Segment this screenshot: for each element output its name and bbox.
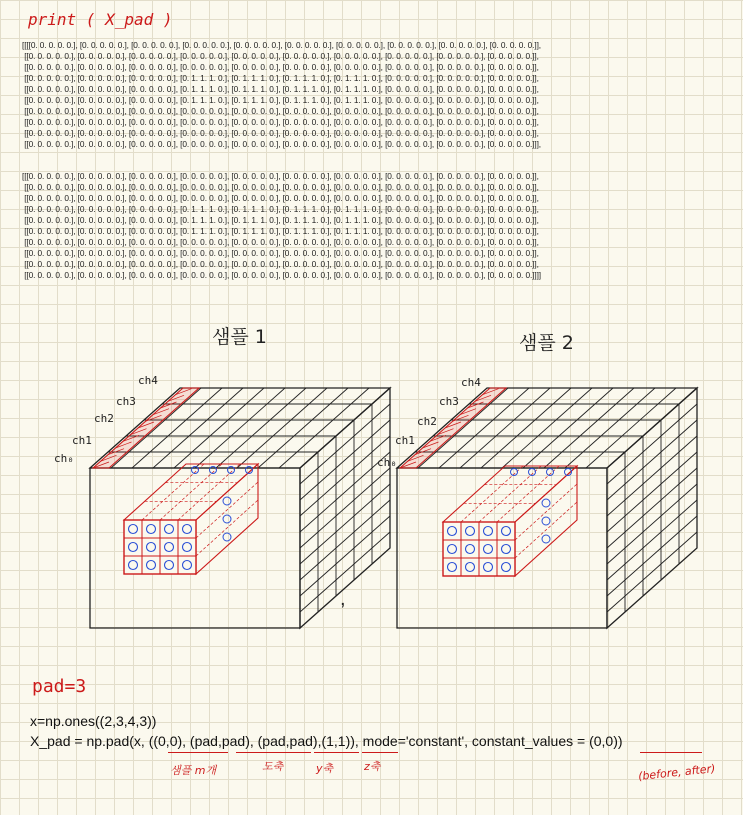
right-grid-line xyxy=(607,532,697,612)
ones-block-grid xyxy=(160,464,222,520)
right-grid-line xyxy=(607,484,697,564)
channel-label: ch1 xyxy=(395,434,415,447)
value-one-mark xyxy=(223,497,231,505)
pad-note: pad=3 xyxy=(32,676,87,697)
value-one-mark xyxy=(542,517,550,525)
samples-annotation: 샘플 m개 xyxy=(170,764,217,777)
code-line-pad: X_pad = np.pad(x, ((0,0), (pad,pad), (pad,pad),(1,1)), mode='constant', constant_values = (0,0)) xyxy=(30,733,623,749)
array-output-sample-1: [[[0. 0. 0. 0. 0.], [0. 0. 0. 0. 0.], [0. 0. 0. 0. 0.], [0. 0. 0. 0. 0.], [0. 0. 0. 0. 0.], [0. 0. 0. 0. 0.], [0. 0. 0. 0. 0.], [0. 0. 0. 0. 0.], [0. 0. 0. 0. 0.], [0. 0. 0. 0. 0.]], [[0. 0. 0. 0. 0.], [0. 0. 0. 0. 0.], [0. 0. 0. 0. 0.], [0. 0. 0. 0. 0.], [0. 0. 0. 0. 0.], [0. 0. 0. 0. 0.], [0. 0. 0. 0. 0.], [0. 0. 0. 0. 0.], [0. 0. 0. 0. 0.], [0. 0. 0. 0. 0.]], [[0. 0. 0. 0. 0.], [0. 0. 0. 0. 0.], [0. 0. 0. 0. 0.], [0. 0. 0. 0. 0.], [0. 0. 0. 0. 0.], [0. 0. 0. 0. 0.], [0. 0. 0. 0. 0.], [0. 0. 0. 0. 0.], [0. 0. 0. 0. 0.], [0. 0. 0. 0. 0.]], [[0. 0. 0. 0. 0.], [0. 0. 0. 0. 0.], [0. 0. 0. 0. 0.], [0. 1. 1. 1. 0.], [0. 1. 1. 1. 0.], [0. 1. 1. 1. 0.], [0. 1. 1. 1. 0.], [0. 0. 0. 0. 0.], [0. 0. 0. 0. 0.], [0. 0. 0. 0. 0.]], [[0. 0. 0. 0. 0.], [0. 0. 0. 0. 0.], [0. 0. 0. 0. 0.], [0. 1. 1. 1. 0.], [0. 1. 1. 1. 0.], [0. 1. 1. 1. 0.], [0. 1. 1. 1. 0.], [0. 0. 0. 0. 0.], [0. 0. 0. 0. 0.], [0. 0. 0. 0. 0.]], [[0. 0. 0. 0. 0.], [0. 0. 0. 0. 0.], [0. 0. 0. 0. 0.], [0. 1. 1. 1. 0.], [0. 1. 1. 1. 0.], [0. 1. 1. 1. 0.], [0. 1. 1. 1. 0.], [0. 0. 0. 0. 0.], [0. 0. 0. 0. 0.], [0. 0. 0. 0. 0.]], [[0. 0. 0. 0. 0.], [0. 0. 0. 0. 0.], [0. 0. 0. 0. 0.], [0. 0. 0. 0. 0.], [0. 0. 0. 0. 0.], [0. 0. 0. 0. 0.], [0. 0. 0. 0. 0.], [0. 0. 0. 0. 0.], [0. 0. 0. 0. 0.], [0. 0. 0. 0. 0.]], [[0. 0. 0. 0. 0.], [0. 0. 0. 0. 0.], [0. 0. 0. 0. 0.], [0. 0. 0. 0. 0.], [0. 0. 0. 0. 0.], [0. 0. 0. 0. 0.], [0. 0. 0. 0. 0.], [0. 0. 0. 0. 0.], [0. 0. 0. 0. 0.], [0. 0. 0. 0. 0.]], [[0. 0. 0. 0. 0.], [0. 0. 0. 0. 0.], [0. 0. 0. 0. 0.], [0. 0. 0. 0. 0.], [0. 0. 0. 0. 0.], [0. 0. 0. 0. 0.], [0. 0. 0. 0. 0.], [0. 0. 0. 0. 0.], [0. 0. 0. 0. 0.], [0. 0. 0. 0. 0.]], [[0. 0. 0. 0. 0.], [0. 0. 0. 0. 0.], [0. 0. 0. 0. 0.], [0. 0. 0. 0. 0.], [0. 0. 0. 0. 0.], [0. 0. 0. 0. 0.], [0. 0. 0. 0. 0.], [0. 0. 0. 0. 0.], [0. 0. 0. 0. 0.], [0. 0. 0. 0. 0.]]]] xyxy=(22,171,542,281)
depth-annotation: z축 xyxy=(364,760,381,773)
channel-label: ch2 xyxy=(94,412,114,425)
right-grid-line xyxy=(607,404,697,484)
right-grid-line xyxy=(607,420,697,500)
array-output-sample-0: [[[[0. 0. 0. 0. 0.], [0. 0. 0. 0. 0.], [0. 0. 0. 0. 0.], [0. 0. 0. 0. 0.], [0. 0. 0. 0. 0.], [0. 0. 0. 0. 0.], [0. 0. 0. 0. 0.], [0. 0. 0. 0. 0.], [0. 0. 0. 0. 0.], [0. 0. 0. 0. 0.]], [[0. 0. 0. 0. 0.], [0. 0. 0. 0. 0.], [0. 0. 0. 0. 0.], [0. 0. 0. 0. 0.], [0. 0. 0. 0. 0.], [0. 0. 0. 0. 0.], [0. 0. 0. 0. 0.], [0. 0. 0. 0. 0.], [0. 0. 0. 0. 0.], [0. 0. 0. 0. 0.]], [[0. 0. 0. 0. 0.], [0. 0. 0. 0. 0.], [0. 0. 0. 0. 0.], [0. 0. 0. 0. 0.], [0. 0. 0. 0. 0.], [0. 0. 0. 0. 0.], [0. 0. 0. 0. 0.], [0. 0. 0. 0. 0.], [0. 0. 0. 0. 0.], [0. 0. 0. 0. 0.]], [[0. 0. 0. 0. 0.], [0. 0. 0. 0. 0.], [0. 0. 0. 0. 0.], [0. 1. 1. 1. 0.], [0. 1. 1. 1. 0.], [0. 1. 1. 1. 0.], [0. 1. 1. 1. 0.], [0. 0. 0. 0. 0.], [0. 0. 0. 0. 0.], [0. 0. 0. 0. 0.]], [[0. 0. 0. 0. 0.], [0. 0. 0. 0. 0.], [0. 0. 0. 0. 0.], [0. 1. 1. 1. 0.], [0. 1. 1. 1. 0.], [0. 1. 1. 1. 0.], [0. 1. 1. 1. 0.], [0. 0. 0. 0. 0.], [0. 0. 0. 0. 0.], [0. 0. 0. 0. 0.]], [[0. 0. 0. 0. 0.], [0. 0. 0. 0. 0.], [0. 0. 0. 0. 0.], [0. 1. 1. 1. 0.], [0. 1. 1. 1. 0.], [0. 1. 1. 1. 0.], [0. 1. 1. 1. 0.], [0. 0. 0. 0. 0.], [0. 0. 0. 0. 0.], [0. 0. 0. 0. 0.]], [[0. 0. 0. 0. 0.], [0. 0. 0. 0. 0.], [0. 0. 0. 0. 0.], [0. 0. 0. 0. 0.], [0. 0. 0. 0. 0.], [0. 0. 0. 0. 0.], [0. 0. 0. 0. 0.], [0. 0. 0. 0. 0.], [0. 0. 0. 0. 0.], [0. 0. 0. 0. 0.]], [[0. 0. 0. 0. 0.], [0. 0. 0. 0. 0.], [0. 0. 0. 0. 0.], [0. 0. 0. 0. 0.], [0. 0. 0. 0. 0.], [0. 0. 0. 0. 0.], [0. 0. 0. 0. 0.], [0. 0. 0. 0. 0.], [0. 0. 0. 0. 0.], [0. 0. 0. 0. 0.]], [[0. 0. 0. 0. 0.], [0. 0. 0. 0. 0.], [0. 0. 0. 0. 0.], [0. 0. 0. 0. 0.], [0. 0. 0. 0. 0.], [0. 0. 0. 0. 0.], [0. 0. 0. 0. 0.], [0. 0. 0. 0. 0.], [0. 0. 0. 0. 0.], [0. 0. 0. 0. 0.]], [[0. 0. 0. 0. 0.], [0. 0. 0. 0. 0.], [0. 0. 0. 0. 0.], [0. 0. 0. 0. 0.], [0. 0. 0. 0. 0.], [0. 0. 0. 0. 0.], [0. 0. 0. 0. 0.], [0. 0. 0. 0. 0.], [0. 0. 0. 0. 0.], [0. 0. 0. 0. 0.]]], xyxy=(22,40,542,150)
ones-block-grid xyxy=(461,466,523,522)
channel-label: ch3 xyxy=(439,395,459,408)
sample-1-title: 샘플 1 xyxy=(212,326,267,348)
print-call-title: print ( X_pad ) xyxy=(28,10,173,29)
channel-label: ch4 xyxy=(461,376,481,389)
channel-label: ch3 xyxy=(116,395,136,408)
ones-block-right xyxy=(196,464,258,574)
right-grid-line xyxy=(607,500,697,580)
ones-block-grid xyxy=(196,482,258,538)
ones-block-grid xyxy=(497,466,559,522)
sample-2-title: 샘플 2 xyxy=(519,332,574,354)
cols-underline xyxy=(314,752,359,753)
right-grid-line xyxy=(607,436,697,516)
ones-block-grid xyxy=(196,500,258,556)
rows-underline xyxy=(236,752,311,753)
channel-label: ch₀ xyxy=(54,452,74,465)
sample-1-padded-cube-diagram xyxy=(50,368,340,633)
channel-label: ch4 xyxy=(138,374,158,387)
code-line-ones: x=np.ones((2,3,4,3)) xyxy=(30,713,157,729)
rows-annotation: 도축 xyxy=(262,760,284,773)
channel-label: ch2 xyxy=(417,415,437,428)
ones-block-grid xyxy=(479,466,541,522)
constant-underline xyxy=(640,752,702,753)
ones-block-grid xyxy=(178,464,240,520)
value-one-mark xyxy=(223,515,231,523)
depth-underline xyxy=(362,752,398,753)
cols-annotation: y축 xyxy=(316,762,334,775)
ones-block-grid xyxy=(515,502,577,558)
sample-2-padded-cube-diagram xyxy=(375,368,665,633)
channel-label: ch₀ xyxy=(377,456,397,469)
right-grid-line xyxy=(607,468,697,548)
ones-block-grid xyxy=(515,484,577,540)
right-grid-line xyxy=(607,516,697,596)
right-grid-line xyxy=(607,452,697,532)
samples-underline xyxy=(168,752,228,753)
channel-label: ch1 xyxy=(72,434,92,447)
value-one-mark xyxy=(542,499,550,507)
before-after-annotation: (before, after) xyxy=(637,761,716,784)
ones-block-right xyxy=(515,466,577,576)
separator-comma: , xyxy=(340,588,346,610)
value-one-mark xyxy=(223,533,231,541)
value-one-mark xyxy=(542,535,550,543)
ones-block-grid xyxy=(142,464,204,520)
